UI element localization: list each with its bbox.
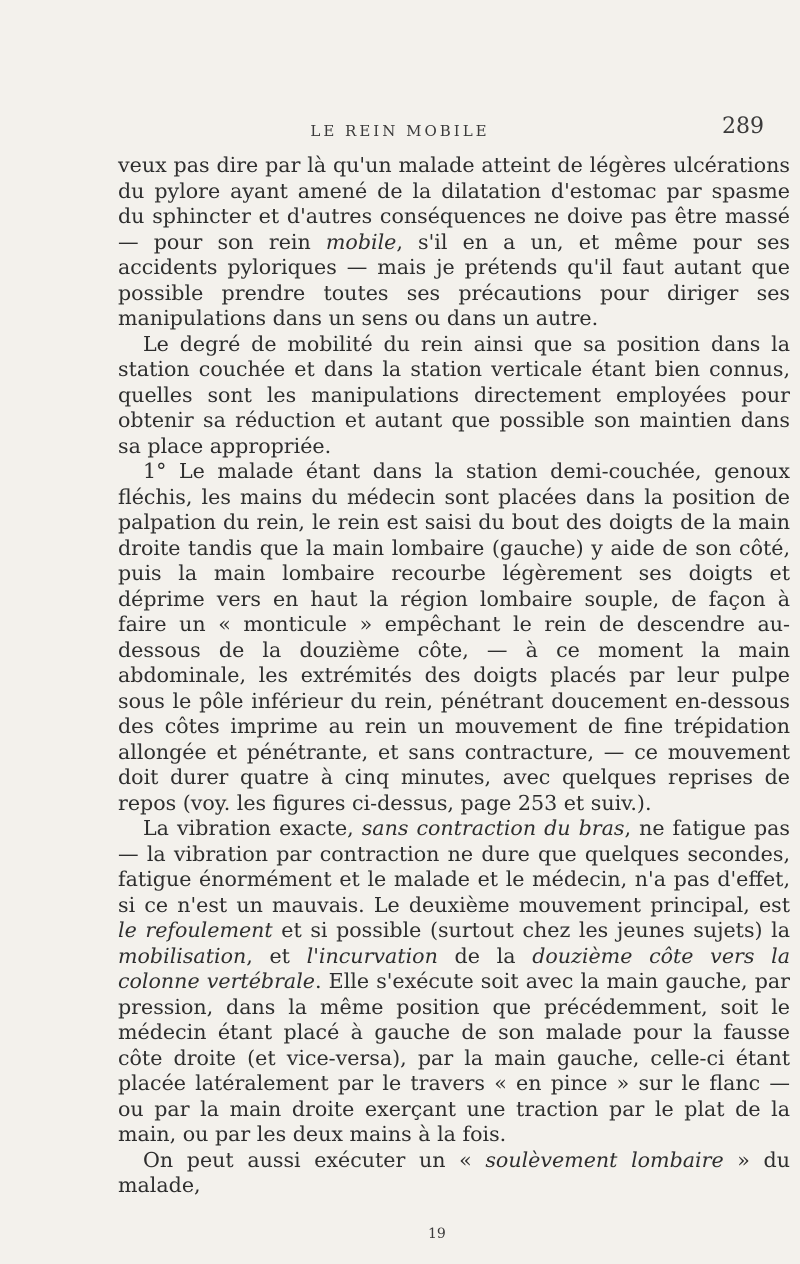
- page-number: 289: [722, 114, 764, 139]
- italic-term: le refoulement: [118, 918, 273, 942]
- paragraph-procedure-1: 1° Le malade étant dans la station demi-couchée, genoux fléchis, les mains du médecin sont placées dans la position de palpation du rein, le rein est saisi du bout des doigts de la main droite tandis que la main lombaire (gauche) y aide de son côté, puis la main lombaire recourbe légèrement ses doigts et déprime vers en haut la région lombaire souple, de façon à faire un « monticule » empêchant le rein de descendre au-dessous de la douzième côte, — à ce moment la main abdominale, les extrémités des doigts placés par leur pulpe sous le pôle inférieur du rein, pénétrant doucement en-dessous des côtes imprime au rein un mouvement de fine trépidation allongée et pénétrante, et sans contracture, — ce mouvement doit durer quatre à cinq minutes, avec quelques reprises de repos (voy. les figures ci-dessus, page 253 et suiv.).: [118, 459, 790, 815]
- paragraph-vibration: La vibration exacte, sans contraction du bras, ne fatigue pas — la vibration par contraction ne dure que quelques secondes, fatigue énormément et le malade et le médecin, n'a pas d'effet, si ce n'est un mauvais. Le deuxième mouvement principal, est le refoulement et si possible (surtout chez les jeunes sujets) la mobilisation, et l'incurvation de la douzième côte vers la colonne vertébrale. Elle s'exécute soit avec la main gauche, par pression, dans la même position que précédemment, soit le médecin étant placé à gauche de son malade pour la fausse côte droite (et vice-versa), par la main gauche, celle-ci étant placée latéralement par le travers « en pince » sur le flanc — ou par la main droite exerçant une traction par le plat de la main, ou par les deux mains à la fois.: [118, 816, 791, 1146]
- running-title: LE REIN MOBILE: [310, 122, 490, 140]
- paragraph-mobility: Le degré de mobilité du rein ainsi que sa position dans la station couchée et dans la station verticale étant bien connus, quelles sont les manipulations directement employées pour obtenir sa réduction et autant que possible son maintien dans sa place appropriée.: [118, 331, 790, 458]
- italic-term: l'incurvation: [306, 943, 438, 968]
- italic-term: soulèvement lombaire: [485, 1147, 724, 1172]
- body-text: [118, 153, 790, 1199]
- paragraph-lombaire: On peut aussi exécuter un « soulèvement lombaire » du malade,: [118, 1147, 790, 1197]
- italic-term: mobile: [325, 229, 397, 254]
- italic-term: sans contraction du bras: [361, 816, 625, 840]
- italic-term: douzième côte vers la colonne vertébrale: [118, 943, 790, 993]
- italic-term: mobilisation: [118, 943, 247, 968]
- paragraph-continuation: veux pas dire par là qu'un malade atteint de légères ulcérations du pylore ayant amené de la dilatation d'estomac par spasme du sphincter et d'autres conséquences ne doive pas être massé — pour son rein mobile, s'il en a un, et même pour ses accidents pyloriques — mais je prétends qu'il faut autant que possible prendre toutes ses précautions pour diriger ses manipulations dans un sens ou dans un autre.: [118, 153, 790, 330]
- signature-mark: 19: [428, 1226, 446, 1242]
